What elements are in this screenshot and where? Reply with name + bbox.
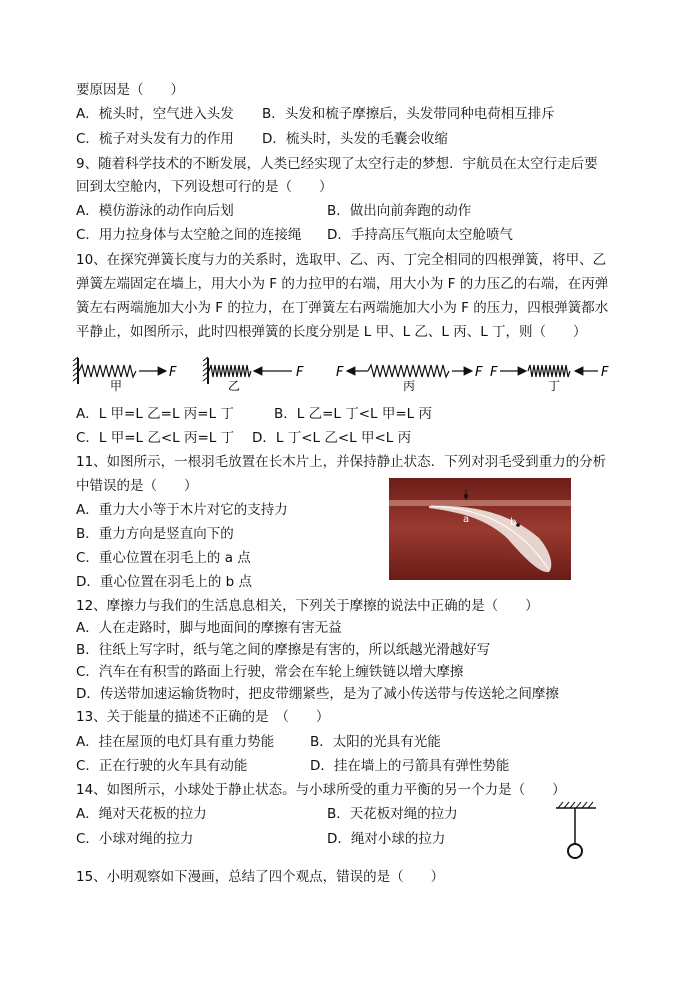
- q9-stem-line2: 回到太空舱内，下列设想可行的是（ ）: [76, 179, 333, 195]
- spring-yi-label: 乙: [228, 379, 241, 393]
- q11-stem-line2: 中错误的是（ ）: [76, 478, 198, 494]
- spring-ding-label: 丁: [548, 379, 561, 393]
- q8-option-b: B．头发和梳子摩擦后，头发带同种电荷相互排斥: [262, 106, 555, 122]
- spring-yi-force-label: F: [296, 365, 304, 380]
- point-a-label: a: [463, 514, 470, 525]
- q13-option-c: C．正在行驶的火车具有动能: [76, 758, 248, 774]
- springs-figure: [70, 352, 620, 394]
- point-b-marker: [516, 523, 520, 527]
- q14-option-b: B．天花板对绳的拉力: [327, 806, 458, 822]
- spring-jia-force-label: F: [169, 365, 177, 380]
- q10-stem-line2: 弹簧左端固定在墙上，用大小为 F 的力拉甲的右端，用大小为 F 的力压乙的右端，在丙弹: [76, 276, 609, 292]
- line-q8-stem-end: 要原因是（ ）: [76, 82, 184, 98]
- q13-option-b: B．太阳的光具有光能: [310, 734, 441, 750]
- q11-option-a: A．重力大小等于木片对它的支持力: [76, 502, 288, 518]
- ball: [568, 844, 582, 858]
- q13-stem: 13、关于能量的描述不正确的是 （ ）: [76, 709, 330, 725]
- q14-stem: 14、如图所示，小球处于静止状态。与小球所受的重力平衡的另一个力是（ ）: [76, 782, 566, 798]
- spring-ding-right-force-label: F: [601, 365, 609, 380]
- q8-option-d: D．梳头时，头发的毛囊会收缩: [262, 131, 448, 147]
- spring-yi: [203, 357, 304, 393]
- q10-stem-line3: 簧左右两端施加大小为 F 的拉力，在丁弹簧左右两端施加大小为 F 的压力，四根弹簧都水: [76, 300, 609, 316]
- q11-stem-line1: 11、如图所示，一根羽毛放置在长木片上，并保持静止状态．下列对羽毛受到重力的分析: [76, 454, 607, 470]
- spring-ding-left-force-label: F: [490, 365, 498, 380]
- q10-stem-line1: 10、在探究弹簧长度与力的关系时，选取甲、乙、丙、丁完全相同的四根弹簧，将甲、乙: [76, 252, 607, 268]
- q10-option-c: C．L 甲=L 乙<L 丙=L 丁: [76, 430, 235, 446]
- q11-option-d: D．重心位置在羽毛上的 b 点: [76, 574, 253, 590]
- q11-option-b: B．重力方向是竖直向下的: [76, 526, 234, 542]
- q15-stem: 15、小明观察如下漫画，总结了四个观点，错误的是（ ）: [76, 869, 445, 885]
- q10-option-d: D．L 丁<L 乙<L 甲<L 丙: [252, 430, 412, 446]
- wood-strip: [389, 500, 571, 506]
- q10-stem-line4: 平静止，如图所示，此时四根弹簧的长度分别是 L 甲、L 乙、L 丙、L 丁，则（ ）: [76, 324, 587, 340]
- q9-option-d: D．手持高压气瓶向太空舱喷气: [327, 227, 513, 243]
- feather-photo: [389, 478, 571, 580]
- q10-option-a: A．L 甲=L 乙=L 丙=L 丁: [76, 406, 234, 422]
- q12-option-d: D．传送带加速运输货物时，把皮带绷紧些，是为了减小传送带与传送轮之间摩擦: [76, 686, 559, 702]
- spring-ding: [490, 365, 609, 393]
- spring-jia-label: 甲: [110, 379, 123, 393]
- q13-option-d: D．挂在墙上的弓箭具有弹性势能: [310, 758, 510, 774]
- q8-option-c: C．梳子对头发有力的作用: [76, 131, 234, 147]
- spring-bing-label: 丙: [403, 379, 416, 393]
- q14-option-c: C．小球对绳的拉力: [76, 831, 194, 847]
- ceiling-hatch: [558, 802, 593, 808]
- q12-option-b: B．往纸上写字时，纸与笔之间的摩擦是有害的，所以纸越光滑越好写: [76, 642, 491, 658]
- q12-stem: 12、摩擦力与我们的生活息息相关，下列关于摩擦的说法中正确的是（ ）: [76, 598, 539, 614]
- q8-option-a: A．梳头时，空气进入头发: [76, 106, 234, 122]
- q9-option-c: C．用力拉身体与太空舱之间的连接绳: [76, 227, 302, 243]
- q14-option-d: D．绳对小球的拉力: [327, 831, 446, 847]
- q9-stem-line1: 9、随着科学技术的不断发展，人类已经实现了太空行走的梦想．宇航员在太空行走后要: [76, 156, 598, 172]
- q9-option-a: A．模仿游泳的动作向后划: [76, 203, 234, 219]
- spring-bing: [336, 365, 483, 393]
- point-b-label: b: [510, 517, 517, 528]
- q14-option-a: A．绳对天花板的拉力: [76, 806, 207, 822]
- q13-option-a: A．挂在屋顶的电灯具有重力势能: [76, 734, 275, 750]
- q9-option-b: B．做出向前奔跑的动作: [327, 203, 472, 219]
- q10-option-b: B．L 乙=L 丁<L 甲=L 丙: [274, 406, 432, 422]
- q12-option-a: A．人在走路时，脚与地面间的摩擦有害无益: [76, 620, 342, 636]
- q12-option-c: C．汽车在有积雪的路面上行驶，常会在车轮上缠铁链以增大摩擦: [76, 664, 464, 680]
- hanging-ball-figure: [550, 800, 600, 864]
- spring-jia: [73, 357, 177, 393]
- q11-option-c: C．重心位置在羽毛上的 a 点: [76, 550, 251, 566]
- spring-bing-right-force-label: F: [475, 365, 483, 380]
- spring-bing-left-force-label: F: [336, 365, 344, 380]
